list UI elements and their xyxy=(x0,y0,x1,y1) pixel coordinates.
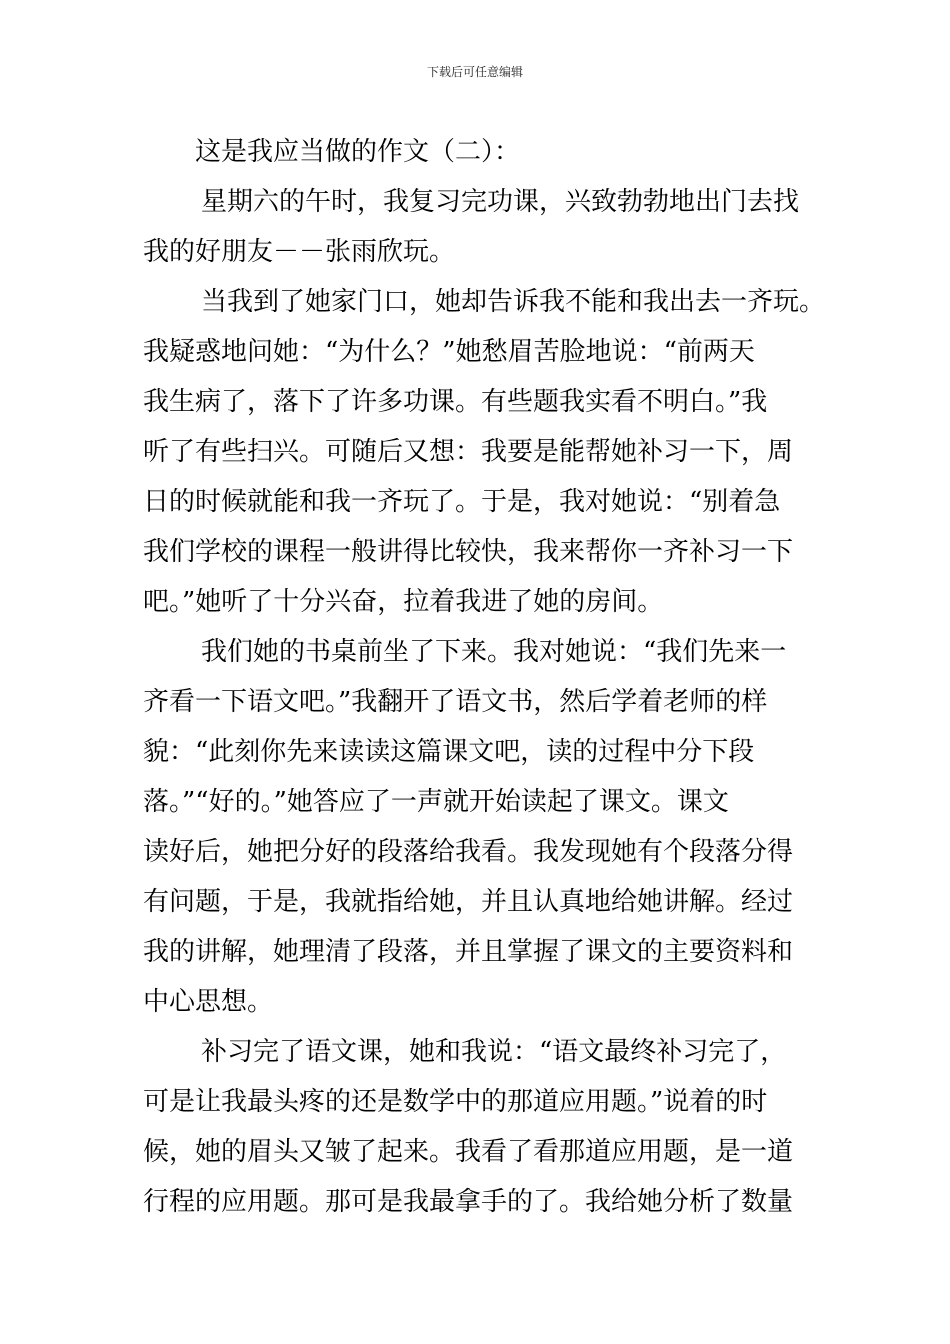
paragraph-line: 星期六的午时，我复习完功课，兴致勃勃地出门去找 xyxy=(201,187,800,217)
paragraph-line: 我生病了，落下了许多功课。有些题我实看不明白。”我 xyxy=(143,387,768,417)
paragraph-line: 中心思想。 xyxy=(143,987,274,1017)
paragraph-line: 听了有些扫兴。可随后又想：我要是能帮她补习一下，周 xyxy=(143,437,794,467)
essay-title-line: 这是我应当做的作文（二）： xyxy=(195,137,521,167)
paragraph-line: 当我到了她家门口，她却告诉我不能和我出去一齐玩。 xyxy=(201,287,826,317)
document-body xyxy=(143,127,826,1227)
paragraph-line: 我们学校的课程一般讲得比较快，我来帮你一齐补习一下 xyxy=(143,537,794,567)
paragraph-line: 我们她的书桌前坐了下来。我对她说：“我们先来一 xyxy=(201,637,787,667)
paragraph-line: 可是让我最头疼的还是数学中的那道应用题。”说着的时 xyxy=(143,1087,768,1117)
paragraph-line: 落。”“好的。”她答应了一声就开始读起了课文。课文 xyxy=(143,787,729,817)
paragraph-line: 我疑惑地问她：“为什么？”她愁眉苦脸地说：“前两天 xyxy=(143,337,755,367)
paragraph-line: 齐看一下语文吧。”我翻开了语文书，然后学着老师的样 xyxy=(143,687,768,717)
paragraph-line: 补习完了语文课，她和我说：“语文最终补习完了， xyxy=(201,1037,787,1067)
paragraph-line: 日的时候就能和我一齐玩了。于是，我对她说：“别着急 xyxy=(143,487,781,517)
paragraph-line: 有问题，于是，我就指给她，并且认真地给她讲解。经过 xyxy=(143,887,794,917)
header-note: 下载后可任意编辑 xyxy=(426,65,523,79)
paragraph-line: 行程的应用题。那可是我最拿手的了。我给她分析了数量 xyxy=(143,1187,794,1217)
paragraph-line: 吧。”她听了十分兴奋，拉着我进了她的房间。 xyxy=(143,587,664,617)
paragraph-line: 候，她的眉头又皱了起来。我看了看那道应用题，是一道 xyxy=(143,1137,794,1167)
paragraph-line: 貌：“此刻你先来读读这篇课文吧，读的过程中分下段 xyxy=(143,737,755,767)
paragraph-line: 我的好朋友－－张雨欣玩。 xyxy=(143,237,456,267)
paragraph-line: 读好后，她把分好的段落给我看。我发现她有个段落分得 xyxy=(143,837,794,867)
paragraph-line: 我的讲解，她理清了段落，并且掌握了课文的主要资料和 xyxy=(143,937,794,967)
